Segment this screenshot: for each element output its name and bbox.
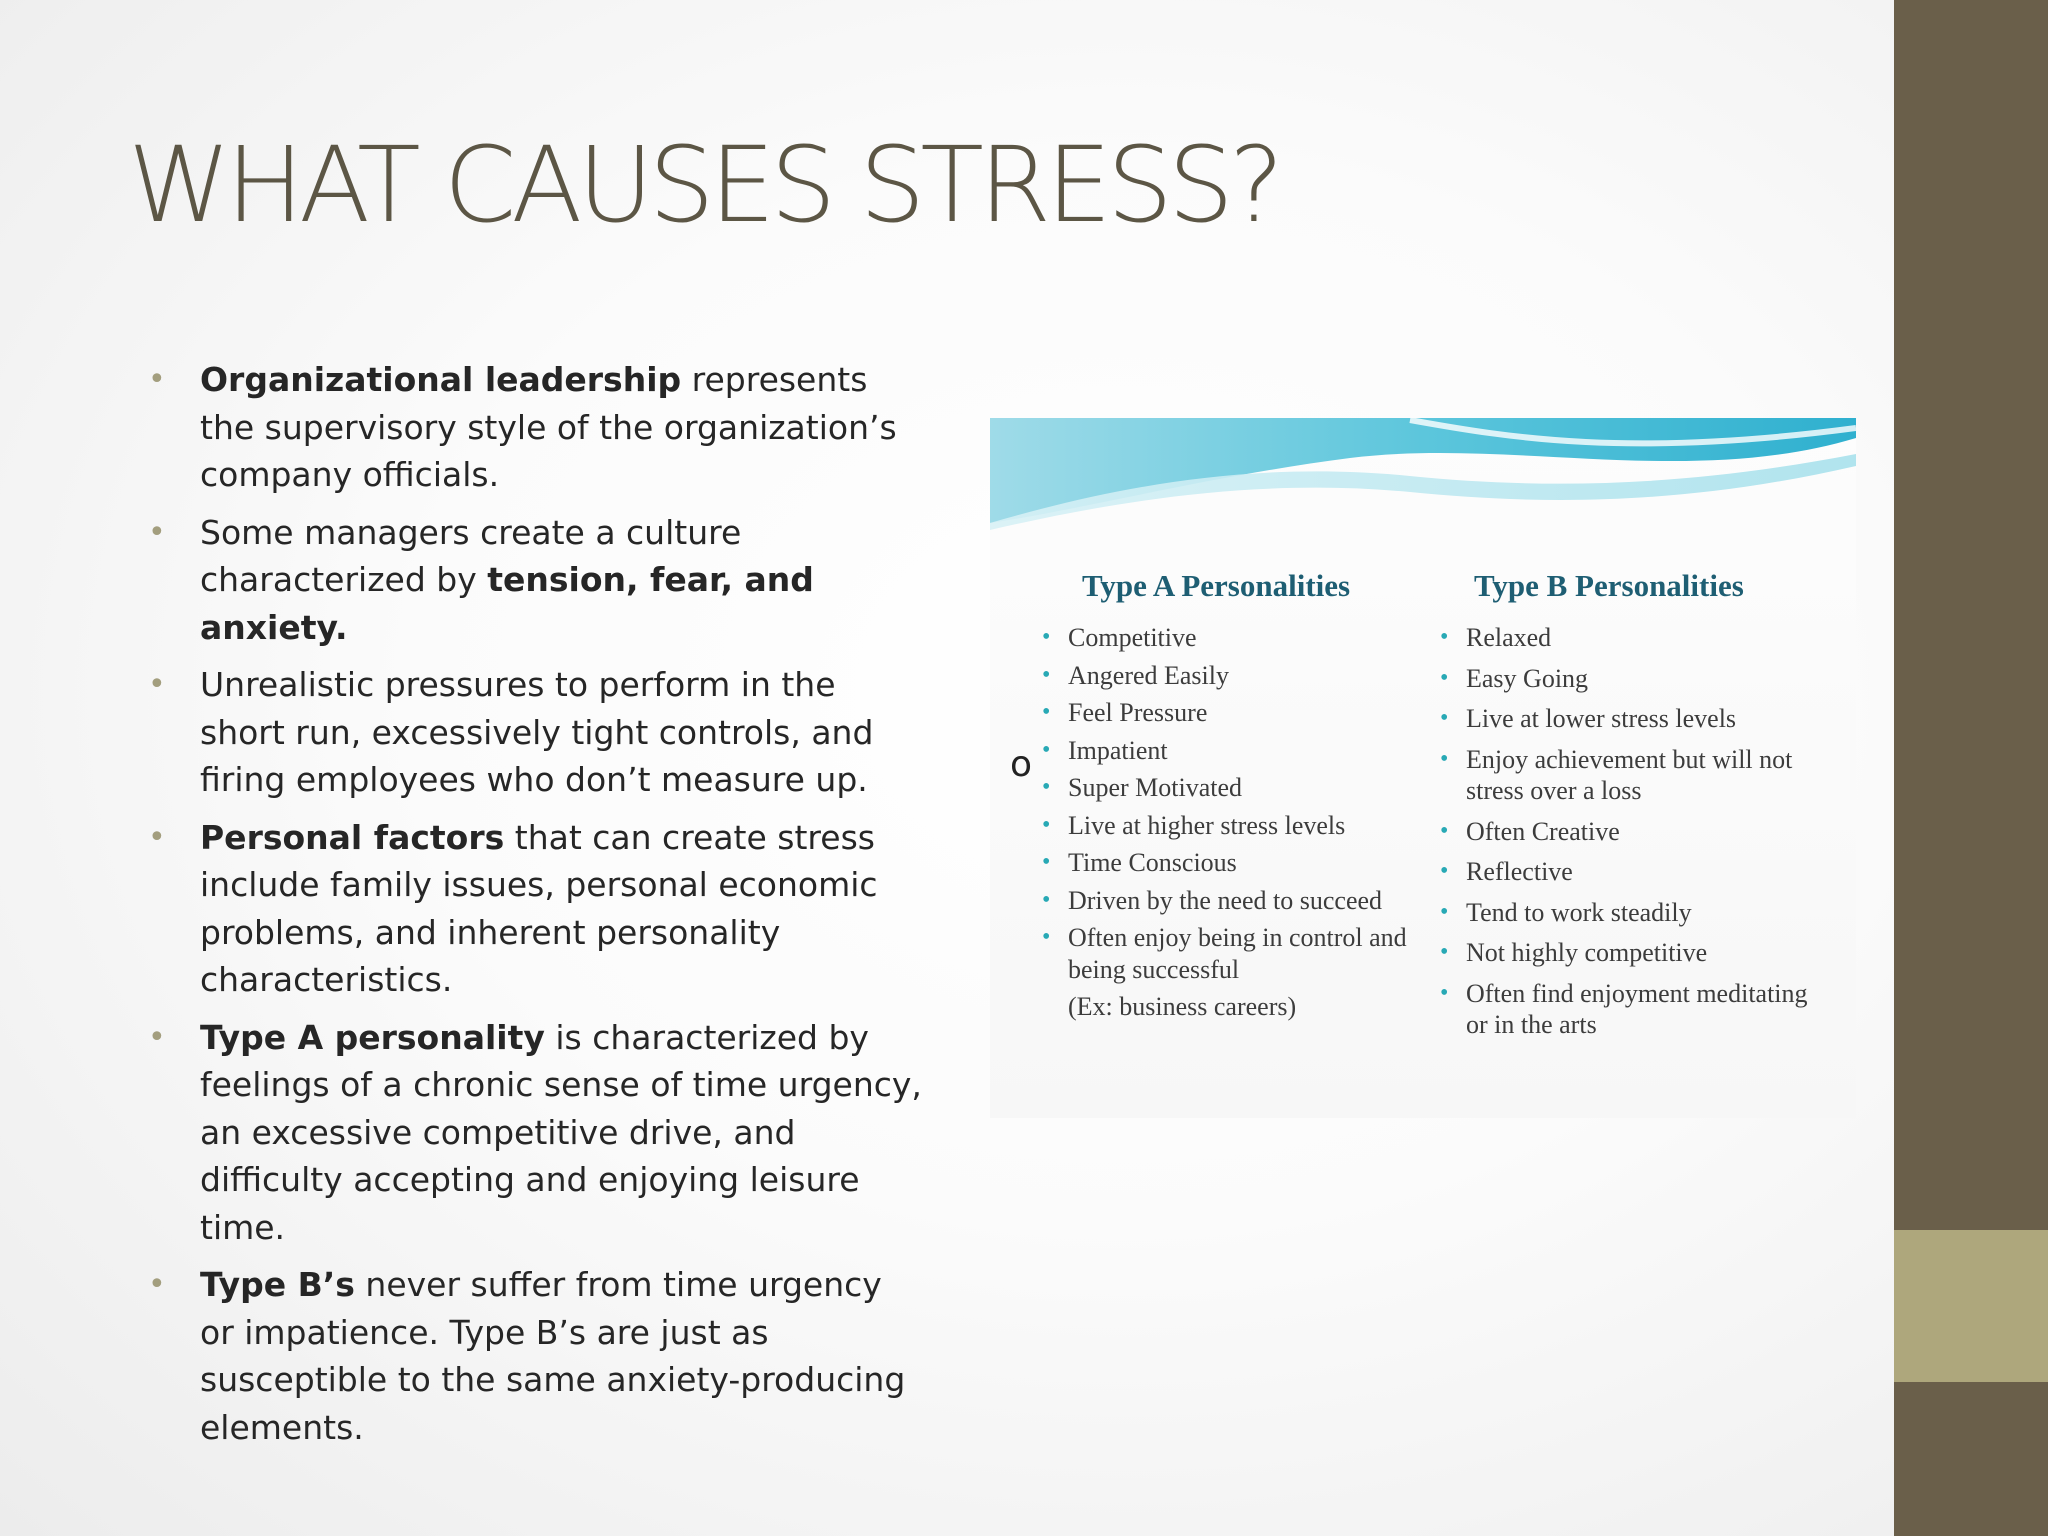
list-item: • Often enjoy being in control and being successful bbox=[1042, 922, 1412, 985]
bullet-icon: • bbox=[148, 819, 166, 855]
bullet-bold: Type A personality bbox=[200, 1017, 545, 1057]
list-item: • Not highly competitive bbox=[1440, 937, 1820, 969]
bullet-icon: • bbox=[148, 514, 166, 550]
bullet-text: never suffer from time urgency or impatience. Type B’s are just as susceptible to the same anxiety-producing elements. bbox=[200, 1265, 906, 1447]
bullet-item bbox=[142, 814, 922, 1004]
bullet-icon: • bbox=[148, 1267, 166, 1302]
list-item: • Live at lower stress levels bbox=[1440, 703, 1820, 735]
bullet-icon: • bbox=[148, 667, 166, 702]
bullet-text: Unrealistic pressures to perform in the short run, excessively tight controls, and firing employees who don’t measure up. bbox=[200, 665, 874, 799]
list-item: • Enjoy achievement but will not stress over a loss bbox=[1440, 744, 1820, 807]
wave-banner bbox=[990, 418, 1856, 538]
list-item: • Driven by the need to succeed bbox=[1042, 885, 1412, 917]
bullet-item bbox=[142, 356, 922, 499]
list-item: • Super Motivated bbox=[1042, 772, 1412, 804]
type-a-column bbox=[1042, 568, 1412, 1023]
type-a-note: (Ex: business careers) bbox=[1068, 992, 1297, 1021]
list-item: • Competitive bbox=[1042, 622, 1412, 654]
bullet-bold: Personal factors bbox=[200, 817, 505, 857]
sidebar-accent bbox=[1894, 1230, 2048, 1382]
bullet-icon: • bbox=[148, 1019, 166, 1055]
bullet-text: Some managers create a culture characterized by bbox=[200, 512, 742, 599]
type-b-heading: Type B Personalities bbox=[1474, 568, 1744, 603]
bullet-text: that can create stress include family issues, personal economic problems, and inherent personality characteristics. bbox=[200, 817, 878, 999]
list-item: • Easy Going bbox=[1440, 663, 1820, 695]
bullet-icon: • bbox=[148, 362, 166, 397]
stray-character: o bbox=[1010, 744, 1033, 785]
list-item: • Often find enjoyment meditating or in the arts bbox=[1440, 978, 1820, 1041]
list-item: • Impatient bbox=[1042, 735, 1412, 767]
list-item: • Tend to work steadily bbox=[1440, 897, 1820, 929]
bullet-text: is characterized by feelings of a chronic sense of time urgency, an excessive competitive drive, and difficulty accepting and enjoying leisure time. bbox=[200, 1017, 922, 1247]
bullet-item bbox=[142, 1261, 922, 1451]
list-item: • Relaxed bbox=[1440, 622, 1820, 654]
list-item: • Often Creative bbox=[1440, 816, 1820, 848]
bullet-bold: Type B’s bbox=[200, 1265, 355, 1304]
bullet-item bbox=[142, 661, 922, 804]
type-a-heading: Type A Personalities bbox=[1082, 568, 1351, 603]
type-b-list bbox=[1440, 622, 1820, 1041]
list-item: • Angered Easily bbox=[1042, 660, 1412, 692]
type-b-column bbox=[1440, 568, 1820, 1050]
bullet-list bbox=[142, 356, 922, 1461]
bullet-text: represents the supervisory style of the organization’s company officials. bbox=[200, 360, 897, 494]
list-item: • Reflective bbox=[1440, 856, 1820, 888]
type-a-list bbox=[1042, 622, 1412, 985]
list-item: • Feel Pressure bbox=[1042, 697, 1412, 729]
personality-comparison-image bbox=[990, 418, 1856, 1118]
bullet-item bbox=[142, 509, 922, 652]
bullet-item bbox=[142, 1014, 922, 1252]
list-item: • Time Conscious bbox=[1042, 847, 1412, 879]
slide-title: WHAT CAUSES STRESS? bbox=[128, 124, 1280, 246]
list-item: • Live at higher stress levels bbox=[1042, 810, 1412, 842]
bullet-bold: Organizational leadership bbox=[200, 360, 682, 399]
bullet-bold: tension, fear, and anxiety. bbox=[200, 560, 814, 647]
